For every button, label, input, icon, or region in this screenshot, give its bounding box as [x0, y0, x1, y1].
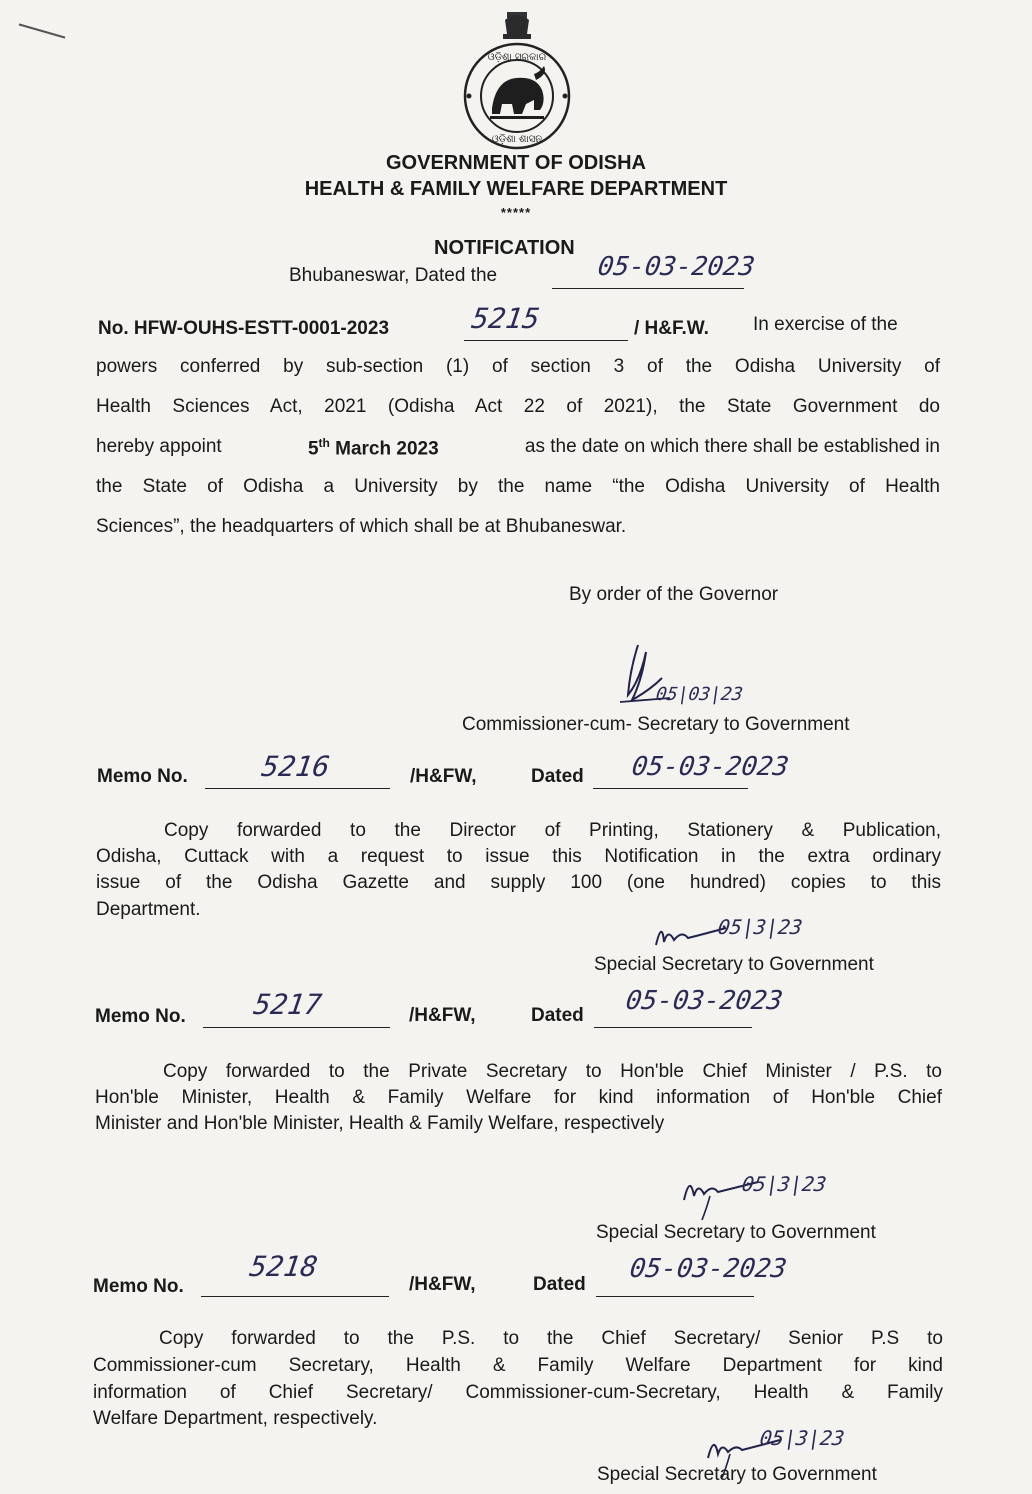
memo-2-signatory: Special Secretary to Government — [596, 1222, 876, 1243]
memo-2-number-underline — [203, 1027, 390, 1028]
memo-3-line: information of Chief Secretary/ Commissioner-cum-Secretary, Health & Family — [93, 1382, 943, 1403]
memo-3-line: Welfare Department, respectively. — [93, 1408, 378, 1429]
memo-3-line: Copy forwarded to the P.S. to the Chief Secretary/ Senior P.S to — [159, 1328, 943, 1349]
notification-line1-tail: In exercise of the — [753, 314, 898, 335]
memo-3-line: Commissioner-cum Secretary, Health & Family Welfare Department for kind — [93, 1355, 943, 1376]
memo-1-date-underline — [593, 788, 748, 789]
memo-2-line: Minister and Hon'ble Minister, Health & Family Welfare, respectively — [95, 1113, 665, 1134]
memo-2-dated-label: Dated — [531, 1005, 584, 1026]
commissioner-signatory: Commissioner-cum- Secretary to Government — [462, 714, 850, 735]
notification-number: No. HFW-OUHS-ESTT-0001-2023 — [98, 318, 390, 339]
place-date-label: Bhubaneswar, Dated the — [289, 265, 498, 286]
memo-1-dated-label: Dated — [531, 766, 584, 787]
memo-1-label: Memo No. — [97, 766, 188, 787]
emblem-top-text: ଓଡ଼ିଶା ସରକାର — [487, 52, 547, 63]
notification-line: the State of Odisha a University by the name “the Odisha University of Health — [96, 476, 940, 497]
by-order-label: By order of the Governor — [569, 584, 779, 605]
notification-line: Sciences”, the headquarters of which shall be at Bhubaneswar. — [96, 516, 627, 537]
memo-3-date-underline — [596, 1296, 754, 1297]
number-underline — [464, 340, 628, 341]
memo-1-line: issue of the Odisha Gazette and supply 100 (one hundred) copies to this — [96, 872, 941, 893]
emblem-bottom-text: ଓଡ଼ିଶା ଶାସନ — [491, 134, 543, 145]
memo-2-date-underline — [594, 1027, 752, 1028]
memo-3-signatory: Special Secretary to Government — [597, 1464, 877, 1485]
scan-mark — [19, 23, 66, 38]
appoint-text-a: hereby appoint — [96, 436, 222, 457]
memo-2-line: Copy forwarded to the Private Secretary to Hon'ble Chief Minister / P.S. to — [163, 1061, 942, 1082]
odisha-emblem-icon — [456, 10, 578, 155]
notification-line: powers conferred by sub-section (1) of section 3 of the Odisha University of — [96, 356, 940, 377]
notification-date: 05-03-2023 — [595, 252, 757, 282]
memo-2-signature-date: 05|3|23 — [740, 1172, 828, 1196]
memo-3-label: Memo No. — [93, 1276, 184, 1297]
memo-2-date: 05-03-2023 — [623, 986, 785, 1016]
appoint-date: 5th March 2023 — [307, 436, 439, 460]
date-underline — [552, 288, 744, 289]
appoint-text-b: as the date on which there shall be established in — [524, 436, 940, 457]
header-separator: ***** — [500, 205, 532, 220]
memo-1-signatory: Special Secretary to Government — [594, 954, 874, 975]
notification-number-handwritten: 5215 — [469, 302, 542, 335]
memo-2-dept: /H&FW, — [409, 1005, 476, 1026]
notification-number-suffix: / H&F.W. — [634, 318, 709, 339]
commissioner-signature-date: 05|03|23 — [654, 684, 745, 705]
memo-1-number: 5216 — [259, 750, 332, 783]
memo-1-line: Copy forwarded to the Director of Printing, Stationery & Publication, — [164, 820, 941, 841]
memo-3-date: 05-03-2023 — [627, 1254, 789, 1284]
memo-3-dated-label: Dated — [533, 1274, 586, 1295]
notification-title: NOTIFICATION — [434, 237, 575, 259]
memo-1-signature-date: 05|3|23 — [716, 915, 804, 939]
memo-3-dept: /H&FW, — [409, 1274, 476, 1295]
memo-1-line: Odisha, Cuttack with a request to issue this Notification in the extra ordinary — [96, 846, 941, 867]
memo-3-signature-date: 05|3|23 — [758, 1426, 846, 1450]
government-title: GOVERNMENT OF ODISHA — [385, 152, 646, 174]
notification-line-appointment — [96, 436, 940, 460]
memo-2-line: Hon'ble Minister, Health & Family Welfare for kind information of Hon'ble Chief — [95, 1087, 942, 1108]
memo-3-number-underline — [201, 1296, 389, 1297]
memo-1-number-underline — [205, 788, 390, 789]
memo-1-dept: /H&FW, — [410, 766, 477, 787]
memo-2-number: 5217 — [251, 988, 324, 1021]
memo-3-number: 5218 — [247, 1250, 320, 1283]
memo-1-date: 05-03-2023 — [629, 752, 791, 782]
memo-2-label: Memo No. — [95, 1006, 186, 1027]
department-title: HEALTH & FAMILY WELFARE DEPARTMENT — [304, 178, 728, 200]
notification-line: Health Sciences Act, 2021 (Odisha Act 22 of 2021), the State Government do — [96, 396, 940, 417]
memo-1-line: Department. — [96, 899, 201, 920]
